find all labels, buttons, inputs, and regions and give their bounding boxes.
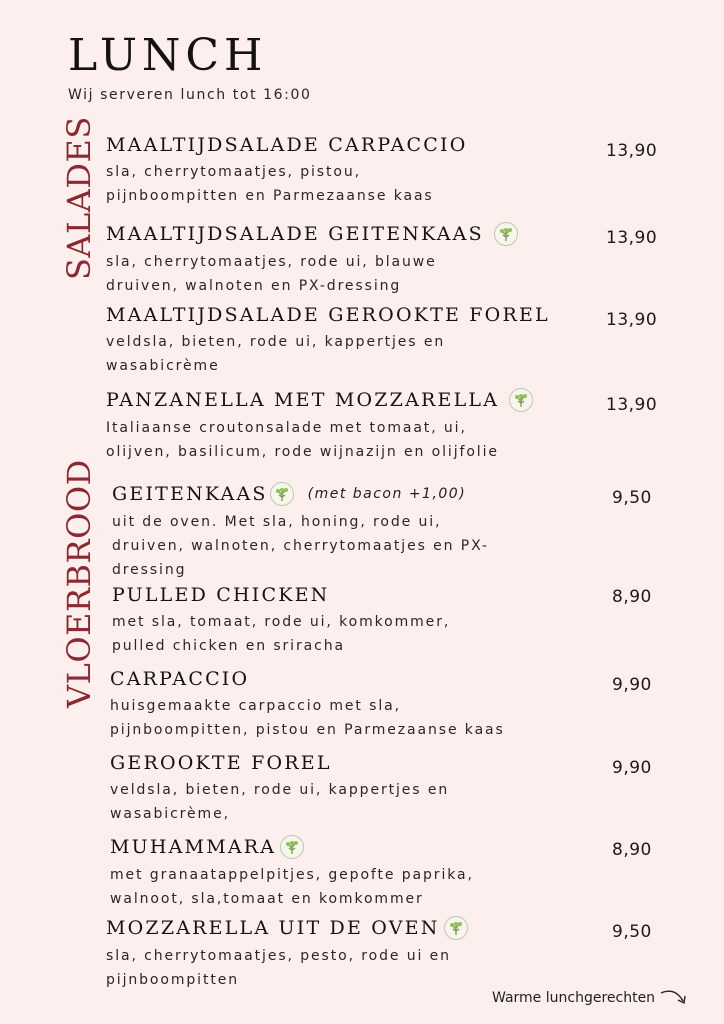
desc-line: met sla, tomaat, rode ui, komkommer, xyxy=(112,614,451,630)
page-title: LUNCH xyxy=(68,30,268,81)
desc-line: veldsla, bieten, rode ui, kappertjes en xyxy=(106,334,446,350)
menu-item xyxy=(110,835,474,911)
item-description xyxy=(106,250,518,298)
item-name: MUHAMMARA xyxy=(110,836,277,858)
desc-line: huisgemaakte carpaccio met sla, xyxy=(110,698,401,714)
menu-item xyxy=(112,584,450,658)
item-price: 9,90 xyxy=(612,758,652,778)
desc-line: druiven, walnoten, cherrytomaatjes en PX- xyxy=(112,538,489,554)
desc-line: veldsla, bieten, rode ui, kappertjes en xyxy=(110,782,450,798)
desc-line: Italiaanse croutonsalade met tomaat, ui, xyxy=(106,420,467,436)
desc-line: pijnboompitten, pistou en Parmezaanse kaas xyxy=(110,722,505,738)
item-price: 8,90 xyxy=(612,587,652,607)
item-note: (met bacon +1,00) xyxy=(307,486,467,502)
item-price: 13,90 xyxy=(606,395,658,415)
item-price: 13,90 xyxy=(606,141,658,161)
desc-line: uit de oven. Met sla, honing, rode ui, xyxy=(112,514,442,530)
vegetarian-leaf-icon xyxy=(494,222,518,246)
item-name: MAALTIJDSALADE GEROOKTE FOREL xyxy=(106,304,550,326)
desc-line: sla, cherrytomaatjes, pesto, rode ui en xyxy=(106,948,451,964)
desc-line: dressing xyxy=(112,562,187,578)
desc-line: olijven, basilicum, rode wijnazijn en olijfolie xyxy=(106,444,499,460)
desc-line: sla, cherrytomaatjes, rode ui, blauwe xyxy=(106,254,437,270)
item-description xyxy=(110,778,449,826)
desc-line: pulled chicken en sriracha xyxy=(112,638,345,654)
item-price: 13,90 xyxy=(606,228,658,248)
item-description xyxy=(106,160,468,208)
desc-line: pijnboompitten xyxy=(106,972,240,988)
vegetarian-leaf-icon xyxy=(270,482,294,506)
section-label-salades: SALADES xyxy=(60,116,98,280)
desc-line: pijnboompitten en Parmezaanse kaas xyxy=(106,188,434,204)
item-description xyxy=(112,510,489,582)
menu-item xyxy=(110,668,505,742)
item-name: CARPACCIO xyxy=(110,668,250,690)
item-description xyxy=(110,863,474,911)
desc-line: met granaatappelpitjes, gepofte paprika, xyxy=(110,867,474,883)
item-name: PULLED CHICKEN xyxy=(112,584,330,606)
item-price: 8,90 xyxy=(612,840,652,860)
vegetarian-leaf-icon xyxy=(280,835,304,859)
warm-lunch-link-label: Warme lunchgerechten xyxy=(492,990,656,1006)
curved-arrow-icon xyxy=(659,987,689,1009)
desc-line: wasabicrème, xyxy=(110,806,230,822)
item-name: GEITENKAAS xyxy=(112,483,268,505)
item-name: PANZANELLA MET MOZZARELLA xyxy=(106,389,500,411)
item-description xyxy=(106,944,468,992)
menu-item xyxy=(106,304,550,378)
vegetarian-leaf-icon xyxy=(444,916,468,940)
item-price: 13,90 xyxy=(606,310,658,330)
menu-item xyxy=(106,388,533,464)
item-name: MAALTIJDSALADE GEITENKAAS xyxy=(106,223,484,245)
item-description xyxy=(106,416,533,464)
page-subtitle: Wij serveren lunch tot 16:00 xyxy=(68,87,312,103)
item-price: 9,90 xyxy=(612,675,652,695)
item-name: MAALTIJDSALADE CARPACCIO xyxy=(106,134,468,156)
item-name: MOZZARELLA UIT DE OVEN xyxy=(106,917,440,939)
item-description xyxy=(110,694,505,742)
item-name: GEROOKTE FOREL xyxy=(110,752,332,774)
section-label-vloerbrood: VLOERBROOD xyxy=(60,459,98,708)
warm-lunch-link[interactable] xyxy=(492,987,689,1009)
menu-item xyxy=(106,222,518,298)
desc-line: sla, cherrytomaatjes, pistou, xyxy=(106,164,361,180)
menu-item xyxy=(112,482,489,582)
desc-line: walnoot, sla,tomaat en komkommer xyxy=(110,891,424,907)
desc-line: wasabicrème xyxy=(106,358,220,374)
item-price: 9,50 xyxy=(612,922,652,942)
item-description xyxy=(106,330,550,378)
vegetarian-leaf-icon xyxy=(509,388,533,412)
menu-item xyxy=(106,134,468,208)
menu-item xyxy=(106,916,468,992)
desc-line: druiven, walnoten en PX-dressing xyxy=(106,278,402,294)
item-price: 9,50 xyxy=(612,488,652,508)
menu-item xyxy=(110,752,449,826)
item-description xyxy=(112,610,450,658)
